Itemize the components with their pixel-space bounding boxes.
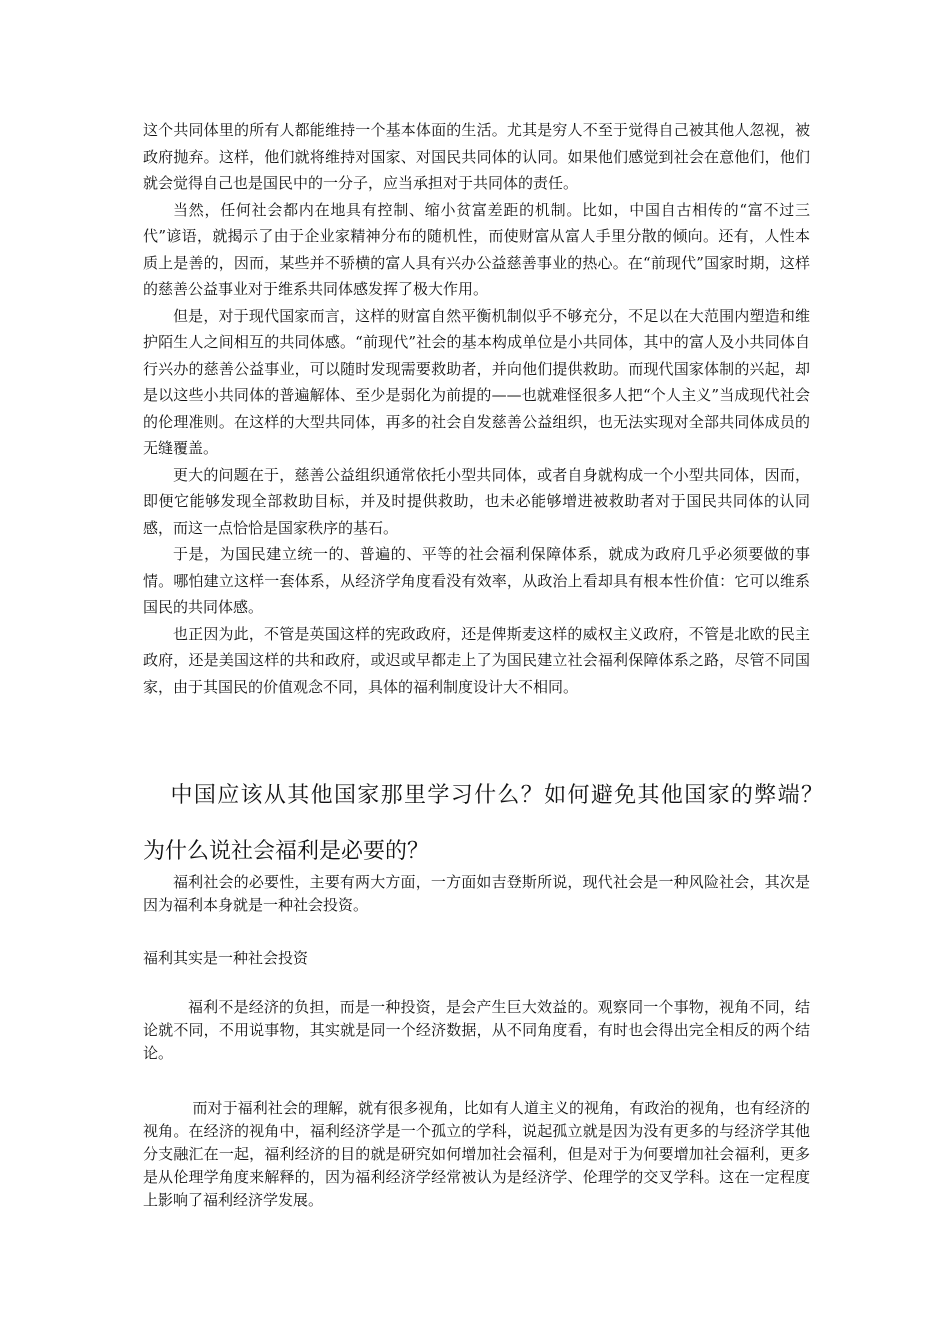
paragraph-2: 当然，任何社会都内在地具有控制、缩小贫富差距的机制。比如，中国自古相传的“富不过三代”谚语，就揭示了由于企业家精神分布的随机性，而使财富从富人手里分散的倾向。还有，人性本质上是善的，因而，某些并不骄横的富人具有兴办公益慈善事业的热心。在“前现代”国家时期，这样的慈善公益事业对于维系共同体感发挥了极大作用。 bbox=[143, 200, 810, 298]
investment-paragraph: 福利不是经济的负担，而是一种投资，是会产生巨大效益的。观察同一个事物，视角不同，结论就不同，不用说事物，其实就是同一个经济数据，从不同角度看，有时也会得出完全相反的两个结论。 bbox=[143, 998, 810, 1062]
paragraph-4: 更大的问题在于，慈善公益组织通常依托小型共同体，或者自身就构成一个小型共同体，因而，即便它能够发现全部救助目标，并及时提供救助，也未必能够增进被救助者对于国民共同体的认同感，而这一点恰恰是国家秩序的基石。 bbox=[143, 465, 810, 537]
subheading: 福利其实是一种社会投资 bbox=[143, 949, 309, 967]
perspectives-paragraph: 而对于福利社会的理解，就有很多视角，比如有人道主义的视角，有政治的视角，也有经济的视角。在经济的视角中，福利经济学是一个孤立的学科，说起孤立就是因为没有更多的与经济学其他分支融汇在一起，福利经济的目的就是研究如何增加社会福利，但是对于为何要增加社会福利，更多是从伦理学角度来解释的，因为福利经济学经常被认为是经济学、伦理学的交叉学科。这在一定程度上影响了福利经济学发展。 bbox=[143, 1099, 810, 1209]
perspectives-section bbox=[143, 1097, 810, 1212]
investment-section bbox=[143, 996, 810, 1065]
top-section bbox=[143, 117, 810, 700]
paragraph-1: 这个共同体里的所有人都能维持一个基本体面的生活。尤其是穷人不至于觉得自己被其他人忽视，被政府抛弃。这样，他们就将维持对国家、对国民共同体的认同。如果他们感觉到社会在意他们，他们就会觉得自己也是国民中的一分子，应当承担对于共同体的责任。 bbox=[143, 121, 810, 192]
paragraph-5: 于是，为国民建立统一的、普遍的、平等的社会福利保障体系，就成为政府几乎必须要做的事情。哪怕建立这样一套体系，从经济学角度看没有效率，从政治上看却具有根本性价值：它可以维系国民的共同体感。 bbox=[143, 545, 810, 616]
section-heading: 中国应该从其他国家那里学习什么？如何避免其他国家的弊端？ 为什么说社会福利是必要的？ bbox=[143, 783, 852, 864]
paragraph-3: 但是，对于现代国家而言，这样的财富自然平衡机制似乎不够充分，不足以在大范围内塑造和维护陌生人之间相互的共同体感。“前现代”社会的基本构成单位是小共同体，其中的富人及小共同体自行兴办的慈善公益事业，可以随时发现需要救助者，并向他们提供救助。而现代国家体制的兴起，却是以这些小共同体的普遍解体、至少是弱化为前提的——也就难怪很多人把“个人主义”当成现代社会的伦理准则。在这样的大型共同体，再多的社会自发慈善公益组织，也无法实现对全部共同体成员的无缝覆盖。 bbox=[143, 306, 810, 457]
intro-paragraph: 福利社会的必要性，主要有两大方面，一方面如吉登斯所说，现代社会是一种风险社会，其次是因为福利本身就是一种社会投资。 bbox=[143, 873, 810, 914]
paragraph-6: 也正因为此，不管是英国这样的宪政政府，还是俾斯麦这样的威权主义政府，不管是北欧的民主政府，还是美国这样的共和政府，或迟或早都走上了为国民建立社会福利保障体系之路，尽管不同国家，由于其国民的价值观念不同，具体的福利制度设计大不相同。 bbox=[143, 624, 810, 696]
intro-section bbox=[143, 871, 810, 917]
